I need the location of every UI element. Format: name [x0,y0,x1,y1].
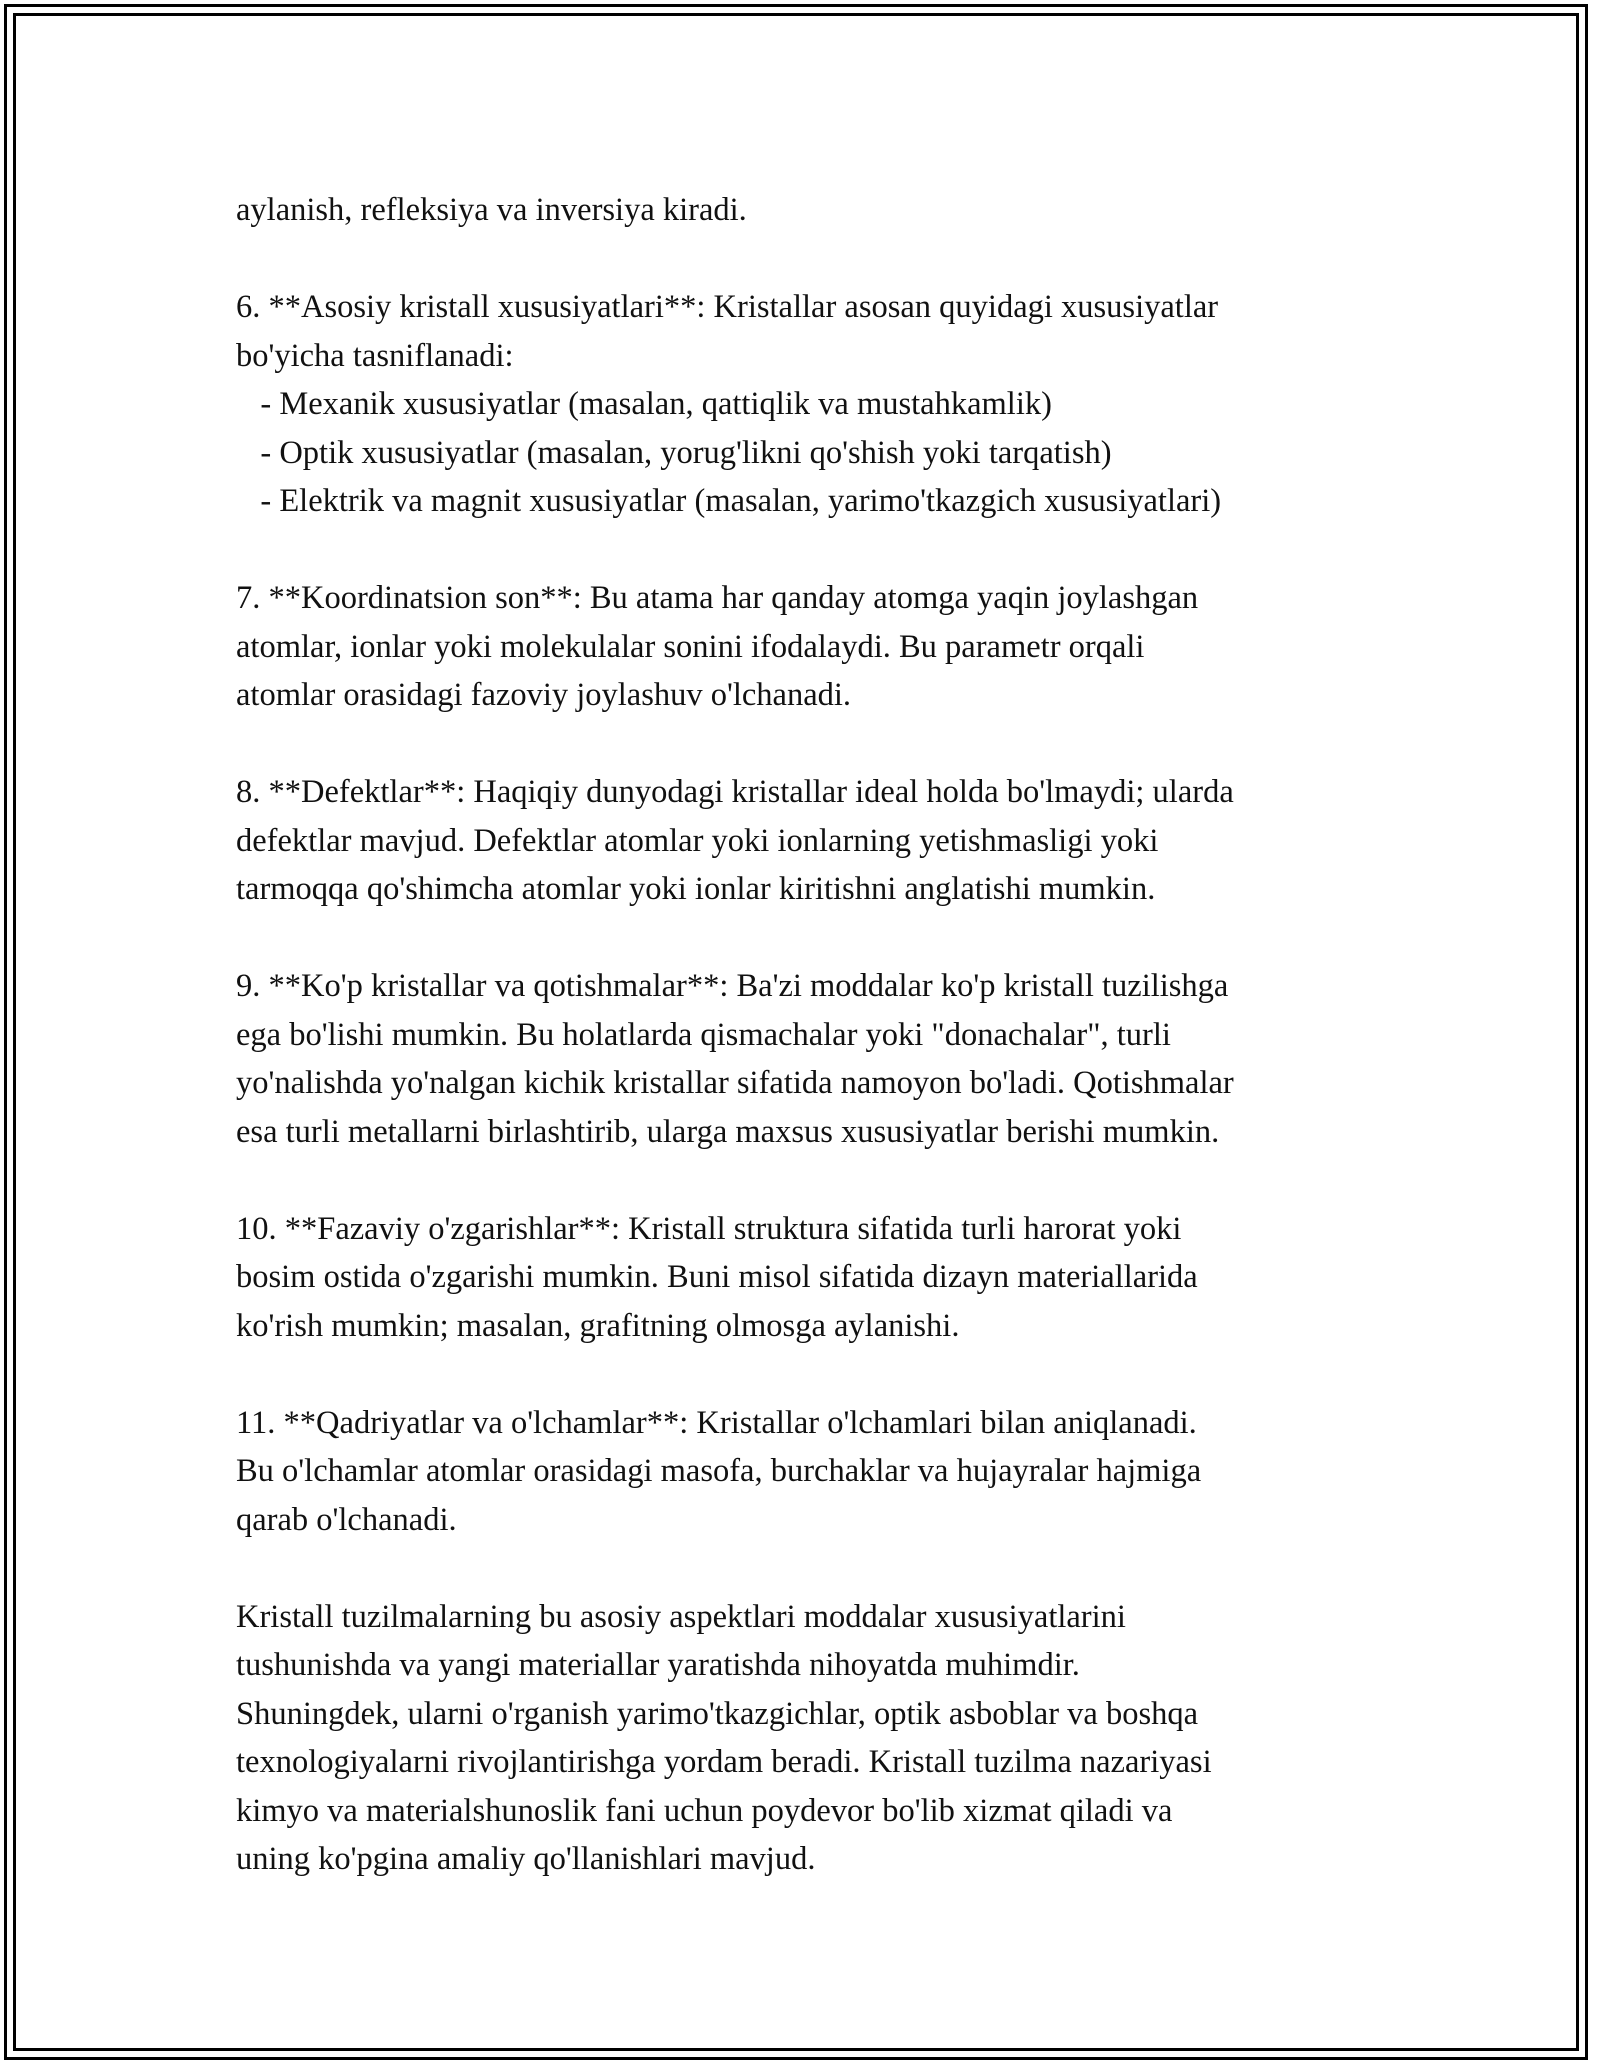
blank-line [236,526,1396,575]
blank-line [236,1350,1396,1399]
list-item: - Mexanik xususiyatlar (masalan, qattiqlik va mustahkamlik) [236,386,1052,422]
text-line: Shuningdek, ularni o'rganish yarimo'tkazgichlar, optik asboblar va boshqa [236,1695,1199,1732]
text-line: qarab o'lchanadi. [236,1501,457,1538]
text-line: Bu o'lchamlar atomlar orasidagi masofa, burchaklar va hujayralar hajmiga [236,1453,1202,1489]
text-line: tushunishda va yangi materiallar yaratishda nihoyatda muhimdir. [236,1647,1080,1683]
blank-line [236,914,1396,963]
text-line: 6. **Asosiy kristall xususiyatlari**: Kristallar asosan quyidagi xususiyatlar [236,289,1219,325]
text-line: esa turli metallarni birlashtirib, ularga maxsus xususiyatlar berishi mumkin. [236,1113,1220,1150]
document-body [236,186,1396,1884]
text-line: yo'nalishda yo'nalgan kichik kristallar sifatida namoyon bo'ladi. Qotishmalar [236,1065,1234,1101]
text-line: 9. **Ko'p kristallar va qotishmalar**: Ba'zi moddalar ko'p kristall tuzilishga [236,968,1229,1004]
text-line: atomlar, ionlar yoki molekulalar sonini ifodalaydi. Bu parametr orqali [236,628,1145,665]
text-line: 11. **Qadriyatlar va o'lchamlar**: Kristallar o'lchamlari bilan aniqlanadi. [236,1404,1197,1441]
blank-line [236,1544,1396,1593]
text-line: Kristall tuzilmalarning bu asosiy aspektlari moddalar xususiyatlarini [236,1598,1126,1635]
text-line: bo'yicha tasniflanadi: [236,337,514,374]
list-item: - Optik xususiyatlar (masalan, yorug'likni qo'shish yoki tarqatish) [236,434,1112,471]
text-line: aylanish, refleksiya va inversiya kiradi. [236,192,747,228]
blank-line [236,720,1396,769]
text-line: bosim ostida o'zgarishi mumkin. Buni misol sifatida dizayn materiallarida [236,1259,1198,1295]
blank-line [236,1156,1396,1205]
text-line: ko'rish mumkin; masalan, grafitning olmosga aylanishi. [236,1307,960,1344]
list-item: - Elektrik va magnit xususiyatlar (masalan, yarimo'tkazgich xususiyatlari) [236,483,1222,519]
blank-line [236,235,1396,284]
text-line: texnologiyalarni rivojlantirishga yordam beradi. Kristall tuzilma nazariyasi [236,1744,1212,1780]
text-line: atomlar orasidagi fazoviy joylashuv o'lchanadi. [236,677,852,713]
text-line: defektlar mavjud. Defektlar atomlar yoki ionlarning yetishmasligi yoki [236,822,1159,859]
text-line: kimyo va materialshunoslik fani uchun poydevor bo'lib xizmat qiladi va [236,1792,1173,1829]
text-line: uning ko'pgina amaliy qo'llanishlari mavjud. [236,1841,816,1877]
text-line: 7. **Koordinatsion son**: Bu atama har qanday atomga yaqin joylashgan [236,580,1199,616]
text-line: 10. **Fazaviy o'zgarishlar**: Kristall struktura sifatida turli harorat yoki [236,1210,1182,1247]
text-line: ega bo'lishi mumkin. Bu holatlarda qismachalar yoki "donachalar", turli [236,1016,1171,1053]
text-line: tarmoqqa qo'shimcha atomlar yoki ionlar kiritishni anglatishi mumkin. [236,871,1156,907]
text-line: 8. **Defektlar**: Haqiqiy dunyodagi kristallar ideal holda bo'lmaydi; ularda [236,774,1234,810]
